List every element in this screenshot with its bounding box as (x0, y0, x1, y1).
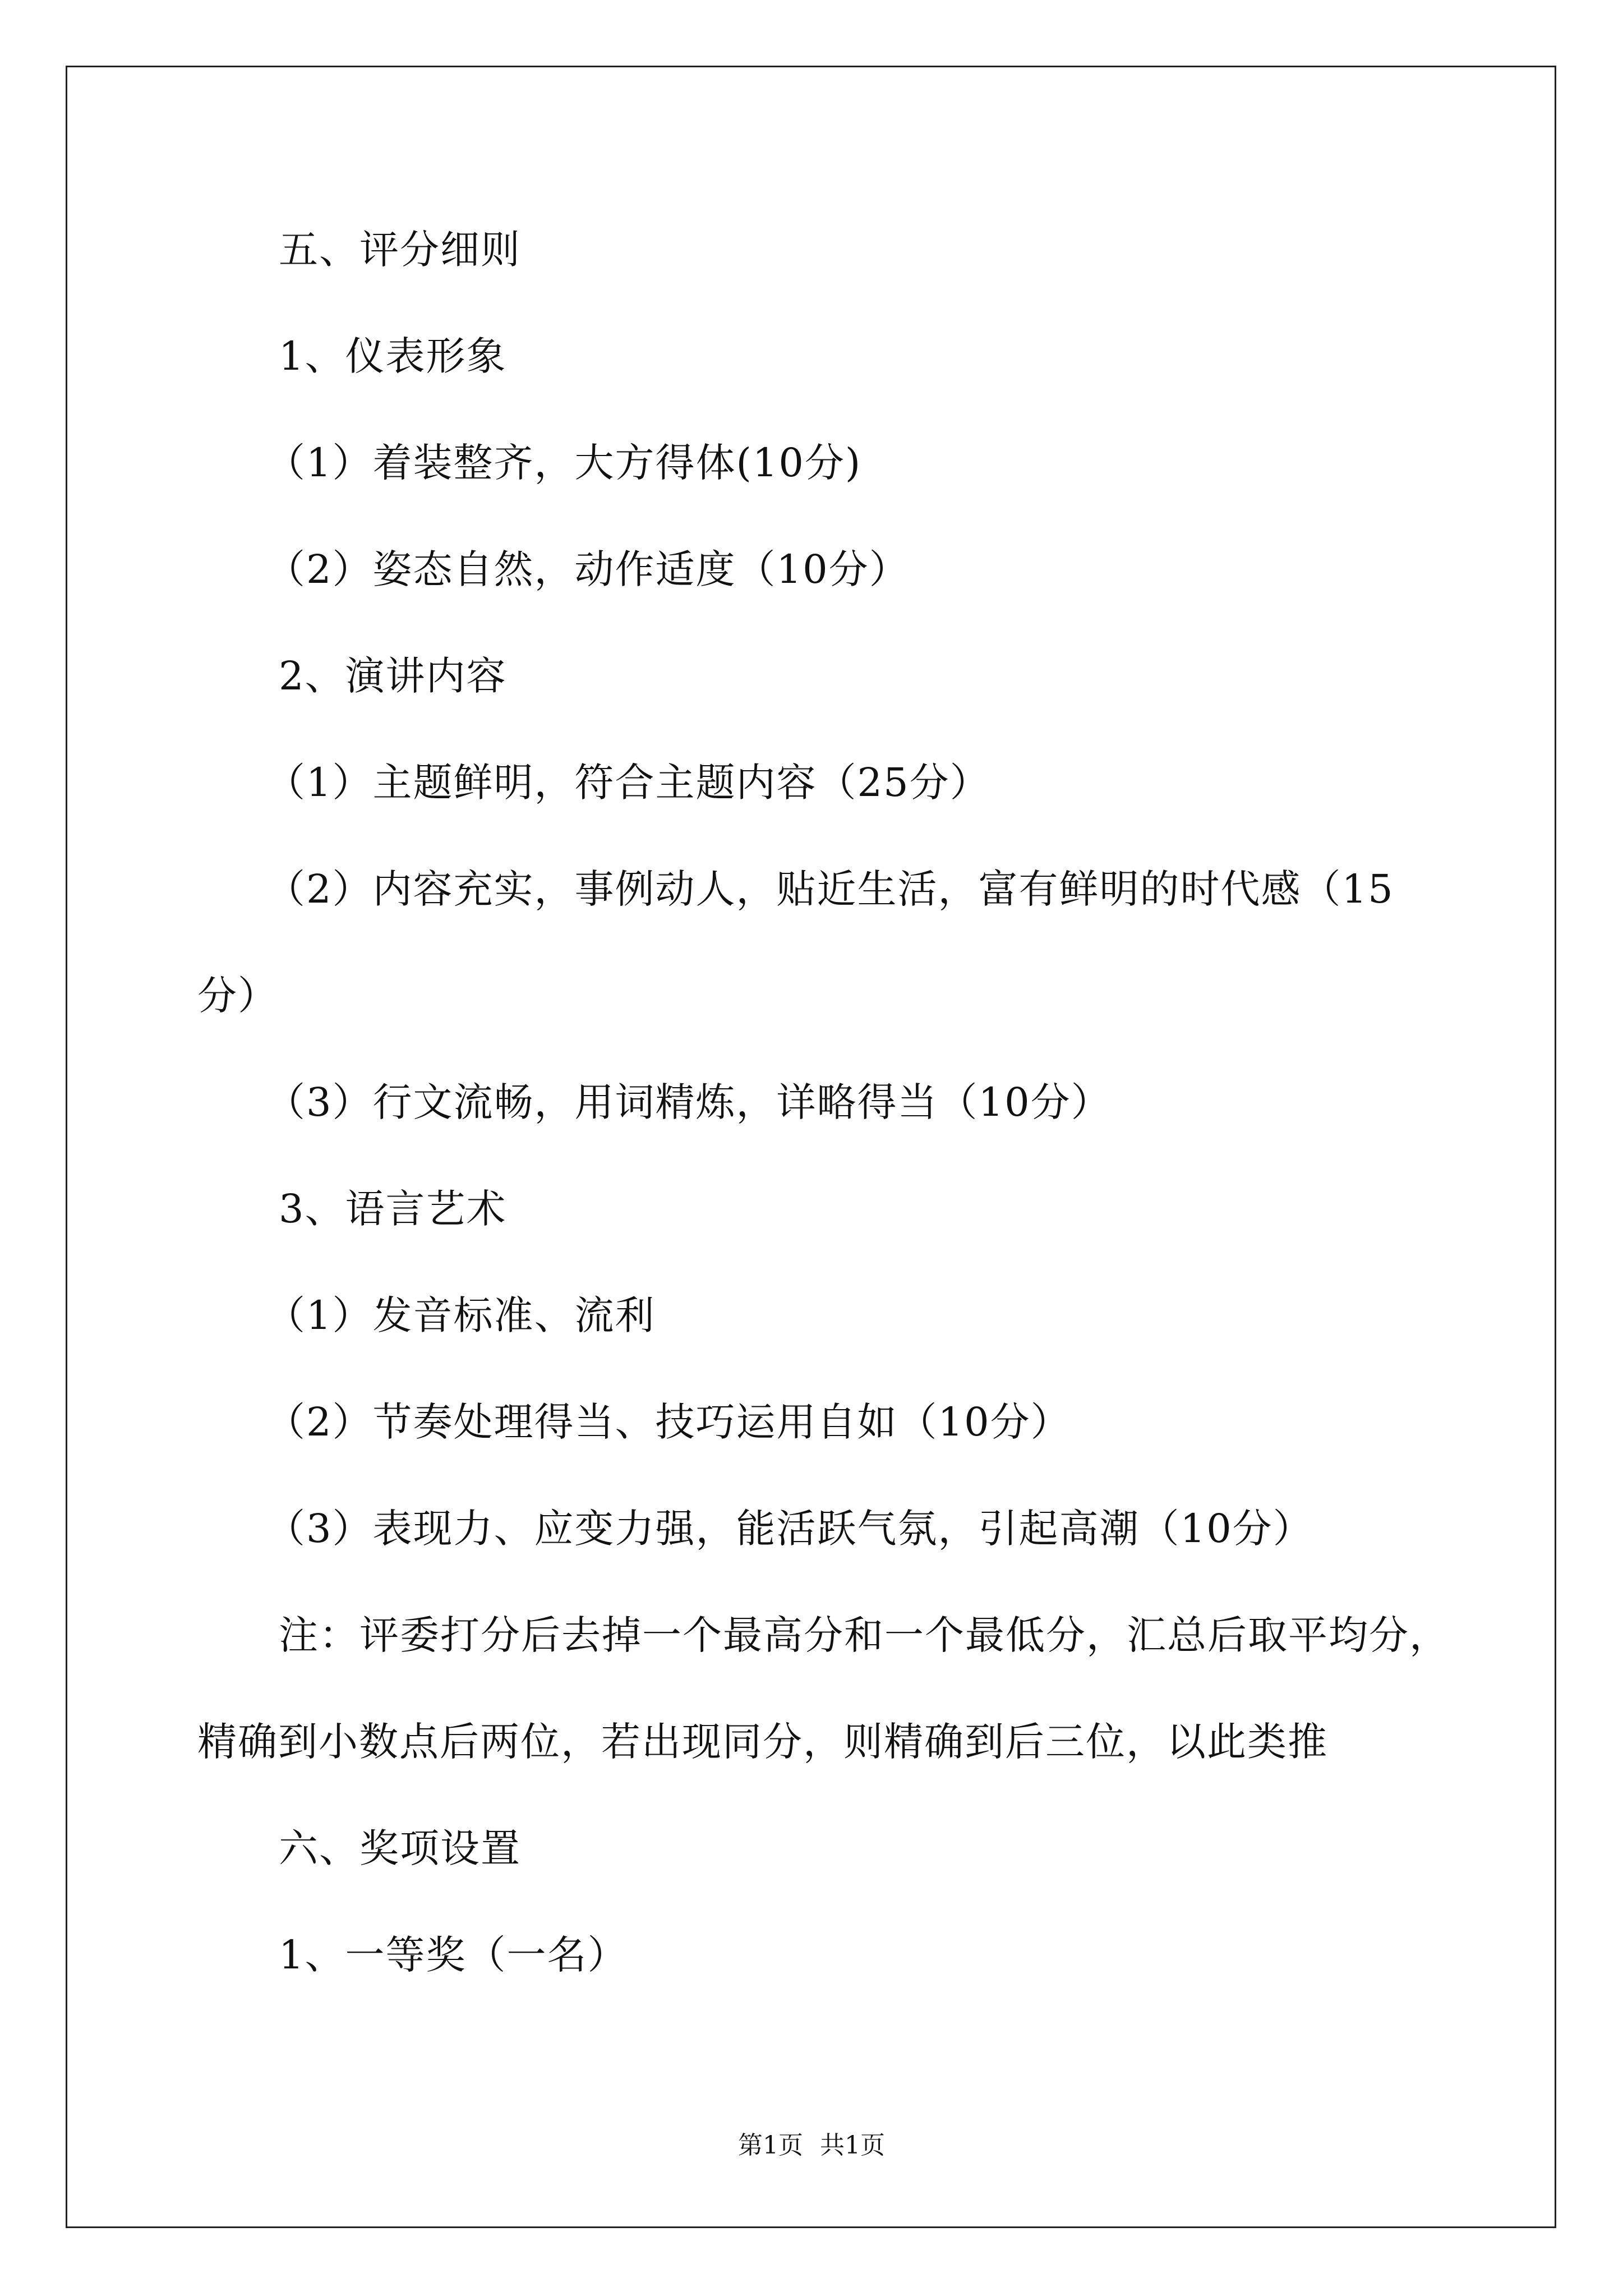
page-total: 共1页 (820, 2131, 885, 2160)
criterion-line: （1）主题鲜明，符合主题内容（25分） (266, 760, 990, 806)
subheading-language: 3、语言艺术 (279, 1186, 507, 1232)
criterion-line-continuation: 分） (197, 973, 278, 1019)
criterion-line: （2）姿态自然，动作适度（10分） (266, 546, 910, 592)
page-border (66, 66, 1556, 2228)
note-paragraph-continuation: 精确到小数点后两位，若出现同分，则精确到后三位，以此类推 (197, 1719, 1328, 1765)
page-number: 第1页 (738, 2131, 803, 2160)
note-paragraph: 注：评委打分后去掉一个最高分和一个最低分，汇总后取平均分， (279, 1612, 1450, 1658)
subheading-content: 2、演讲内容 (279, 653, 507, 699)
criterion-line: （3）行文流畅，用词精炼，详略得当（10分） (266, 1079, 1112, 1125)
subheading-appearance: 1、仪表形象 (279, 333, 507, 379)
criterion-line: （2）节奏处理得当、技巧运用自如（10分） (266, 1399, 1071, 1445)
page-footer (0, 2129, 1623, 2162)
section-heading-awards: 六、奖项设置 (279, 1825, 521, 1871)
criterion-line: （1）发音标准、流利 (266, 1292, 656, 1338)
section-heading-scoring: 五、评分细则 (279, 227, 521, 273)
award-item: 1、一等奖（一名） (279, 1932, 628, 1978)
criterion-line: （2）内容充实，事例动人，贴近生活，富有鲜明的时代感（15 (266, 866, 1394, 912)
criterion-line: （3）表现力、应变力强，能活跃气氛，引起高潮（10分） (266, 1506, 1313, 1552)
criterion-line: （1）着装整齐，大方得体(10分) (266, 440, 862, 486)
